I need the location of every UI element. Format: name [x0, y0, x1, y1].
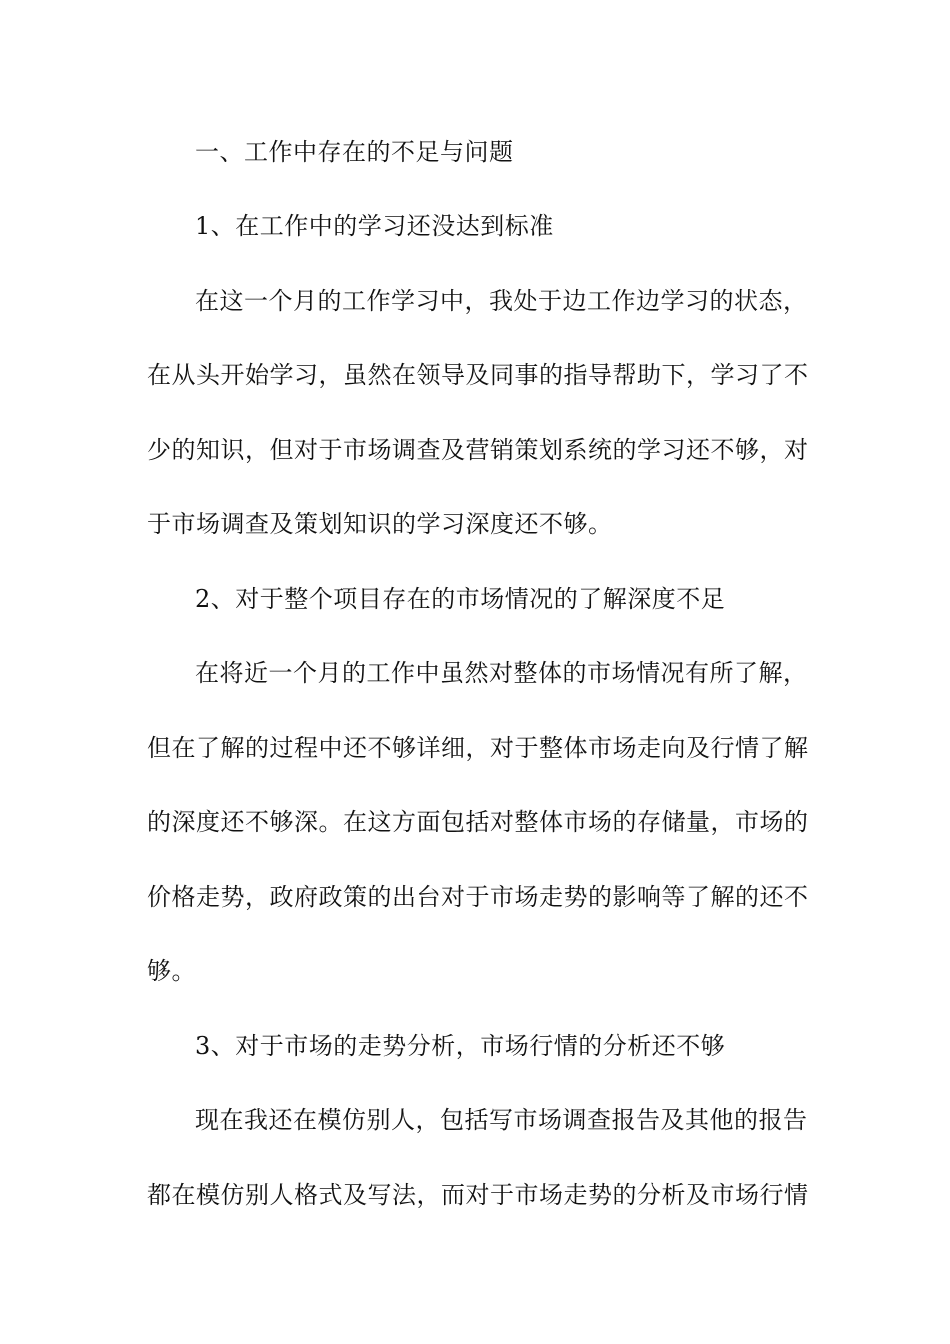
- paragraph-2-line-5: 够。: [147, 957, 196, 985]
- subheading-3: 3、对于市场的走势分析，市场行情的分析还不够: [195, 1032, 726, 1060]
- paragraph-2-line-2: 但在了解的过程中还不够详细，对于整体市场走向及行情了解: [147, 734, 809, 762]
- paragraph-1-line-2: 在从头开始学习，虽然在领导及同事的指导帮助下，学习了不: [147, 361, 809, 389]
- paragraph-1-line-1: 在这一个月的工作学习中，我处于边工作边学习的状态，: [195, 287, 808, 315]
- paragraph-2-line-1: 在将近一个月的工作中虽然对整体的市场情况有所了解，: [195, 659, 808, 687]
- subheading-1: 1、在工作中的学习还没达到标准: [195, 212, 554, 240]
- section-heading: 一、工作中存在的不足与问题: [195, 138, 514, 166]
- subheading-2: 2、对于整个项目存在的市场情况的了解深度不足: [195, 585, 726, 613]
- paragraph-2-line-4: 价格走势，政府政策的出台对于市场走势的影响等了解的还不: [147, 883, 809, 911]
- paragraph-1-line-3: 少的知识，但对于市场调查及营销策划系统的学习还不够，对: [147, 436, 809, 464]
- paragraph-3-line-1: 现在我还在模仿别人，包括写市场调查报告及其他的报告: [195, 1106, 808, 1134]
- paragraph-3-line-2: 都在模仿别人格式及写法，而对于市场走势的分析及市场行情: [147, 1181, 809, 1209]
- paragraph-1-line-4: 于市场调查及策划知识的学习深度还不够。: [147, 510, 613, 538]
- paragraph-2-line-3: 的深度还不够深。在这方面包括对整体市场的存储量，市场的: [147, 808, 809, 836]
